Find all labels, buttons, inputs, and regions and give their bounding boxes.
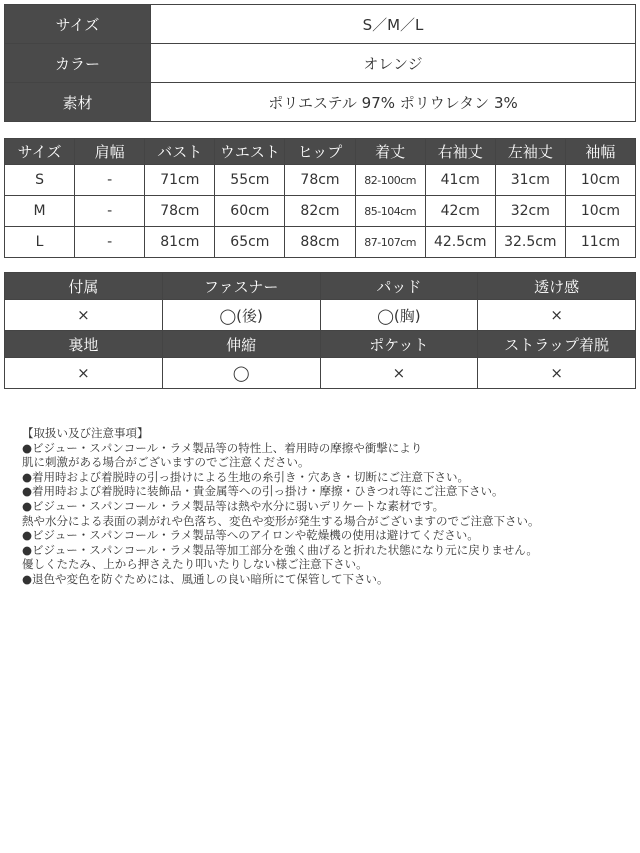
size-row-s bbox=[5, 165, 636, 196]
size-table bbox=[4, 138, 636, 258]
feature-header-cell: パッド bbox=[320, 273, 478, 300]
feature-header-row bbox=[5, 331, 636, 358]
size-cell: 32cm bbox=[495, 196, 565, 227]
care-note-line: ●退色や変色を防ぐためには、風通しの良い暗所にて保管して下さい。 bbox=[22, 571, 389, 586]
spec-value: S／M／L bbox=[151, 5, 636, 44]
feature-header-row bbox=[5, 273, 636, 300]
feature-value-row bbox=[5, 300, 636, 331]
size-header-row bbox=[5, 139, 636, 165]
spec-row-material bbox=[5, 83, 636, 122]
size-row-m bbox=[5, 196, 636, 227]
feature-value-cell: ◯ bbox=[162, 358, 320, 389]
size-header-cell: 左袖丈 bbox=[495, 139, 565, 165]
size-cell: 42.5cm bbox=[425, 227, 495, 258]
spec-value: オレンジ bbox=[151, 44, 636, 83]
care-note-line: ●着用時および着脱時に装飾品・貴金属等への引っ掛け・摩擦・ひきつれ等にご注意下さい。 bbox=[22, 484, 504, 499]
size-cell: 41cm bbox=[425, 165, 495, 196]
size-cell: 42cm bbox=[425, 196, 495, 227]
size-header-cell: バスト bbox=[145, 139, 215, 165]
size-header-cell: ヒップ bbox=[285, 139, 355, 165]
care-note-line: ●ビジュー・スパンコール・ラメ製品等は熱や水分に弱いデリケートな素材です。 bbox=[22, 498, 445, 513]
size-header-cell: 右袖丈 bbox=[425, 139, 495, 165]
spec-table bbox=[4, 4, 636, 122]
size-cell: 11cm bbox=[565, 227, 635, 258]
spec-label: カラー bbox=[5, 44, 151, 83]
care-note-line: ●着用時および着脱時の引っ掛けによる生地の糸引き・穴あき・切断にご注意下さい。 bbox=[22, 469, 470, 484]
feature-value-cell: × bbox=[478, 300, 636, 331]
size-cell: 82-100cm bbox=[355, 165, 425, 196]
feature-header-cell: 付属 bbox=[5, 273, 163, 300]
feature-value-row bbox=[5, 358, 636, 389]
spec-label: 素材 bbox=[5, 83, 151, 122]
feature-value-cell: × bbox=[320, 358, 478, 389]
size-cell: 10cm bbox=[565, 165, 635, 196]
care-note-line: 肌に刺激がある場合がございますのでご注意ください。 bbox=[22, 455, 310, 470]
care-note-line: ●ビジュー・スパンコール・ラメ製品等へのアイロンや乾燥機の使用は避けてください。 bbox=[22, 528, 479, 543]
feature-value-cell: ◯(後) bbox=[162, 300, 320, 331]
feature-value-cell: ◯(胸) bbox=[320, 300, 478, 331]
size-cell: M bbox=[5, 196, 75, 227]
size-cell: - bbox=[75, 227, 145, 258]
care-note-line: 熱や水分による表面の剥がれや色落ち、変色や変形が発生する場合がございますのでご注意下さい。 bbox=[22, 513, 540, 528]
size-cell: L bbox=[5, 227, 75, 258]
spec-row-size bbox=[5, 5, 636, 44]
care-notes bbox=[22, 426, 632, 587]
size-cell: 85-104cm bbox=[355, 196, 425, 227]
size-cell: 55cm bbox=[215, 165, 285, 196]
size-header-cell: 肩幅 bbox=[75, 139, 145, 165]
size-header-cell: ウエスト bbox=[215, 139, 285, 165]
feature-header-cell: ポケット bbox=[320, 331, 478, 358]
size-cell: 32.5cm bbox=[495, 227, 565, 258]
spec-value: ポリエステル 97% ポリウレタン 3% bbox=[151, 83, 636, 122]
feature-header-cell: ストラップ着脱 bbox=[478, 331, 636, 358]
size-cell: - bbox=[75, 196, 145, 227]
size-header-cell: 袖幅 bbox=[565, 139, 635, 165]
spec-label: サイズ bbox=[5, 5, 151, 44]
care-note-line: ●ビジュー・スパンコール・ラメ製品等の特性上、着用時の摩擦や衝撃により bbox=[22, 440, 423, 455]
size-cell: 10cm bbox=[565, 196, 635, 227]
size-cell: 78cm bbox=[285, 165, 355, 196]
size-cell: 65cm bbox=[215, 227, 285, 258]
size-cell: 60cm bbox=[215, 196, 285, 227]
size-row-l bbox=[5, 227, 636, 258]
feature-table bbox=[4, 272, 636, 389]
care-note-line: 優しくたたみ、上から押さえたり叩いたりしない様ご注意下さい。 bbox=[22, 557, 368, 572]
care-note-line: ●ビジュー・スパンコール・ラメ製品等加工部分を強く曲げると折れた状態になり元に戻りません。 bbox=[22, 542, 538, 557]
feature-value-cell: × bbox=[5, 300, 163, 331]
feature-header-cell: 裏地 bbox=[5, 331, 163, 358]
care-notes-heading: 【取扱い及び注意事項】 bbox=[22, 426, 149, 440]
size-cell: 87-107cm bbox=[355, 227, 425, 258]
feature-value-cell: × bbox=[478, 358, 636, 389]
size-header-cell: 着丈 bbox=[355, 139, 425, 165]
feature-value-cell: × bbox=[5, 358, 163, 389]
spec-row-color bbox=[5, 44, 636, 83]
size-cell: - bbox=[75, 165, 145, 196]
feature-header-cell: 伸縮 bbox=[162, 331, 320, 358]
size-cell: 71cm bbox=[145, 165, 215, 196]
size-cell: 78cm bbox=[145, 196, 215, 227]
size-cell: S bbox=[5, 165, 75, 196]
size-cell: 82cm bbox=[285, 196, 355, 227]
size-cell: 31cm bbox=[495, 165, 565, 196]
feature-header-cell: ファスナー bbox=[162, 273, 320, 300]
size-header-cell: サイズ bbox=[5, 139, 75, 165]
size-cell: 81cm bbox=[145, 227, 215, 258]
feature-header-cell: 透け感 bbox=[478, 273, 636, 300]
size-cell: 88cm bbox=[285, 227, 355, 258]
